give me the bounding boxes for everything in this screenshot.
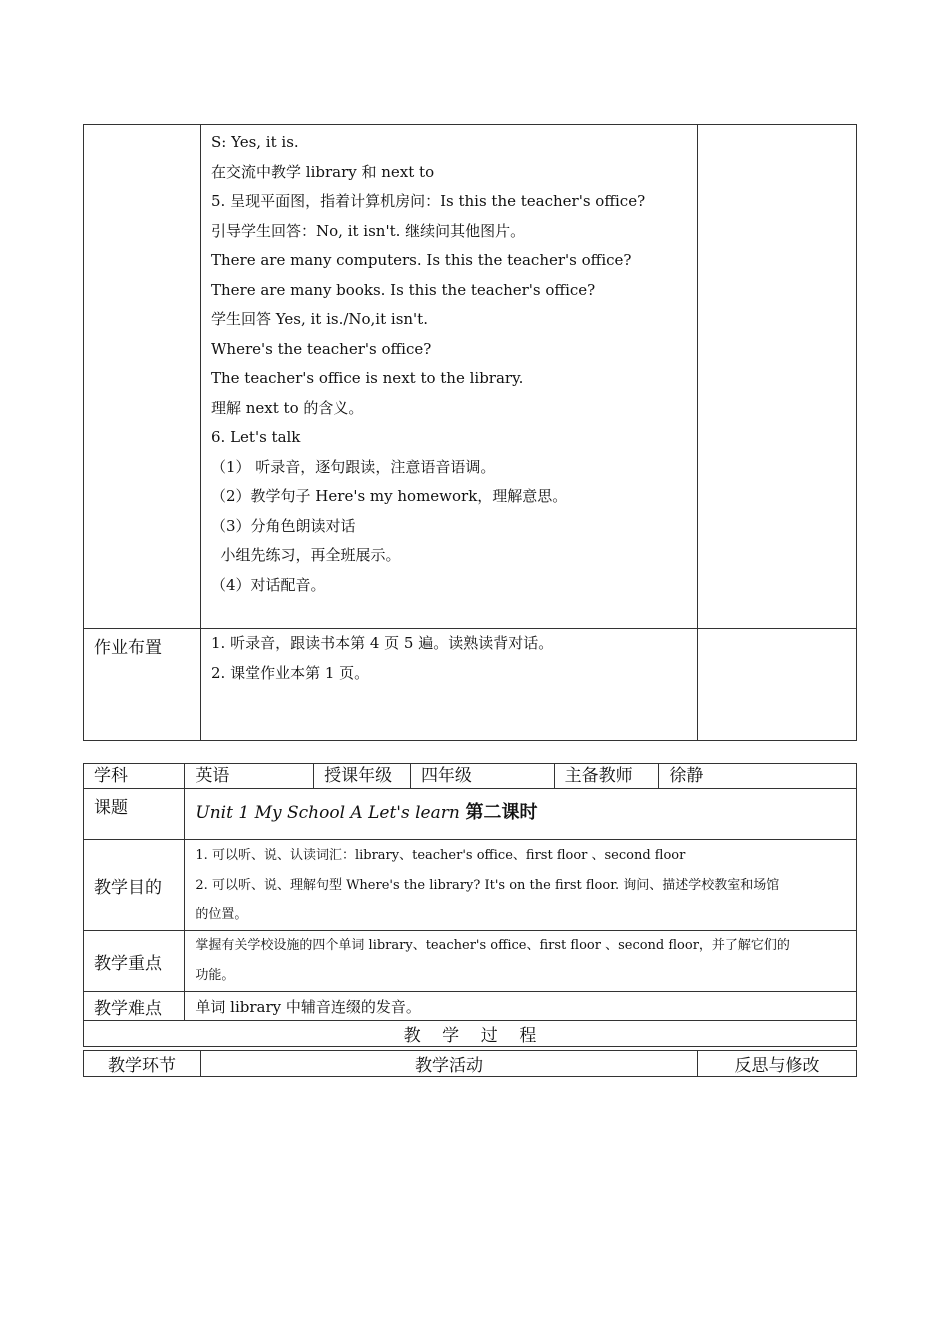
activity-line: 小组先练习，再全班展示。	[211, 546, 401, 564]
grade-label: 授课年级	[314, 764, 411, 789]
activity-lines	[201, 125, 697, 600]
lesson-process-table	[83, 124, 857, 741]
key-cell	[185, 931, 857, 992]
goal-cell	[185, 840, 857, 931]
difficulty-value: 单词 library 中辅音连缀的发音。	[185, 992, 857, 1021]
goal-line: 的位置。	[195, 907, 248, 922]
process-columns-table	[83, 1050, 857, 1077]
activity-line: 引导学生回答：No, it isn't. 继续问其他图片。	[211, 221, 526, 240]
homework-cell	[201, 629, 698, 741]
topic-label: 课题	[84, 789, 185, 840]
homework-row	[84, 629, 857, 741]
teacher-value: 徐静	[659, 764, 857, 789]
process-columns-row	[84, 1051, 857, 1077]
goal-row	[84, 840, 857, 931]
activity-line: There are many computers. Is this the teacher's office?	[211, 251, 632, 269]
topic-english: Unit 1 My School A Let's learn	[195, 803, 460, 823]
activity-line: S: Yes, it is.	[211, 133, 299, 151]
subject-label: 学科	[84, 764, 185, 789]
activity-line: 在交流中教学 library 和 next to	[211, 162, 435, 181]
activity-line: 学生回答 Yes, it is./No,it isn't.	[211, 310, 428, 328]
homework-label: 作业布置	[84, 629, 201, 741]
homework-line: 2. 课堂作业本第 1 页。	[211, 663, 370, 682]
col-reflect: 反思与修改	[698, 1051, 857, 1077]
topic-value	[185, 789, 857, 840]
subject-value: 英语	[185, 764, 314, 789]
activity-line: 5. 呈现平面图，指着计算机房问：Is this the teacher's office?	[211, 192, 646, 210]
activities-cell	[201, 125, 698, 629]
reflection-cell	[698, 125, 857, 629]
activity-line: 理解 next to 的含义。	[211, 398, 364, 417]
homework-reflection-cell	[698, 629, 857, 741]
info-row	[84, 764, 857, 789]
goal-label: 教学目的	[84, 840, 185, 931]
col-activity: 教学活动	[201, 1051, 698, 1077]
difficulty-row	[84, 992, 857, 1021]
key-label: 教学重点	[84, 931, 185, 992]
process-title-row	[84, 1021, 857, 1047]
activity-line: （3）分角色朗读对话	[211, 516, 356, 535]
activity-line: There are many books. Is this the teacher's office?	[211, 280, 596, 299]
lesson-plan-table	[83, 763, 857, 1047]
homework-line: 1. 听录音，跟读书本第 4 页 5 遍。读熟读背对话。	[211, 634, 554, 652]
stage-cell	[84, 125, 201, 629]
activity-line: （1） 听录音，逐句跟读，注意语音语调。	[211, 457, 496, 476]
topic-row	[84, 789, 857, 840]
key-row	[84, 931, 857, 992]
activity-line: （2）教学句子 Here's my homework，理解意思。	[211, 487, 568, 505]
goal-line: 1. 可以听、说、认读词汇：library、teacher's office、first floor 、second floor	[195, 848, 686, 863]
key-line: 功能。	[195, 967, 235, 983]
activity-line: The teacher's office is next to the library.	[211, 369, 524, 387]
activities-row	[84, 125, 857, 629]
process-title: 教 学 过 程	[84, 1021, 857, 1047]
goal-line: 2. 可以听、说、理解句型 Where's the library? It's on the first floor. 询问、描述学校教室和场馆	[195, 877, 780, 893]
activity-line: （4）对话配音。	[211, 575, 326, 594]
activity-line: 6. Let's talk	[211, 428, 301, 446]
key-line: 掌握有关学校设施的四个单词 library、teacher's office、first floor 、second floor，并了解它们的	[195, 938, 790, 953]
topic-chinese: 第二课时	[465, 802, 538, 823]
homework-lines	[201, 629, 697, 688]
grade-value: 四年级	[410, 764, 554, 789]
col-stage: 教学环节	[84, 1051, 201, 1077]
difficulty-label: 教学难点	[84, 992, 185, 1021]
teacher-label: 主备教师	[554, 764, 659, 789]
activity-line: Where's the teacher's office?	[211, 339, 432, 358]
